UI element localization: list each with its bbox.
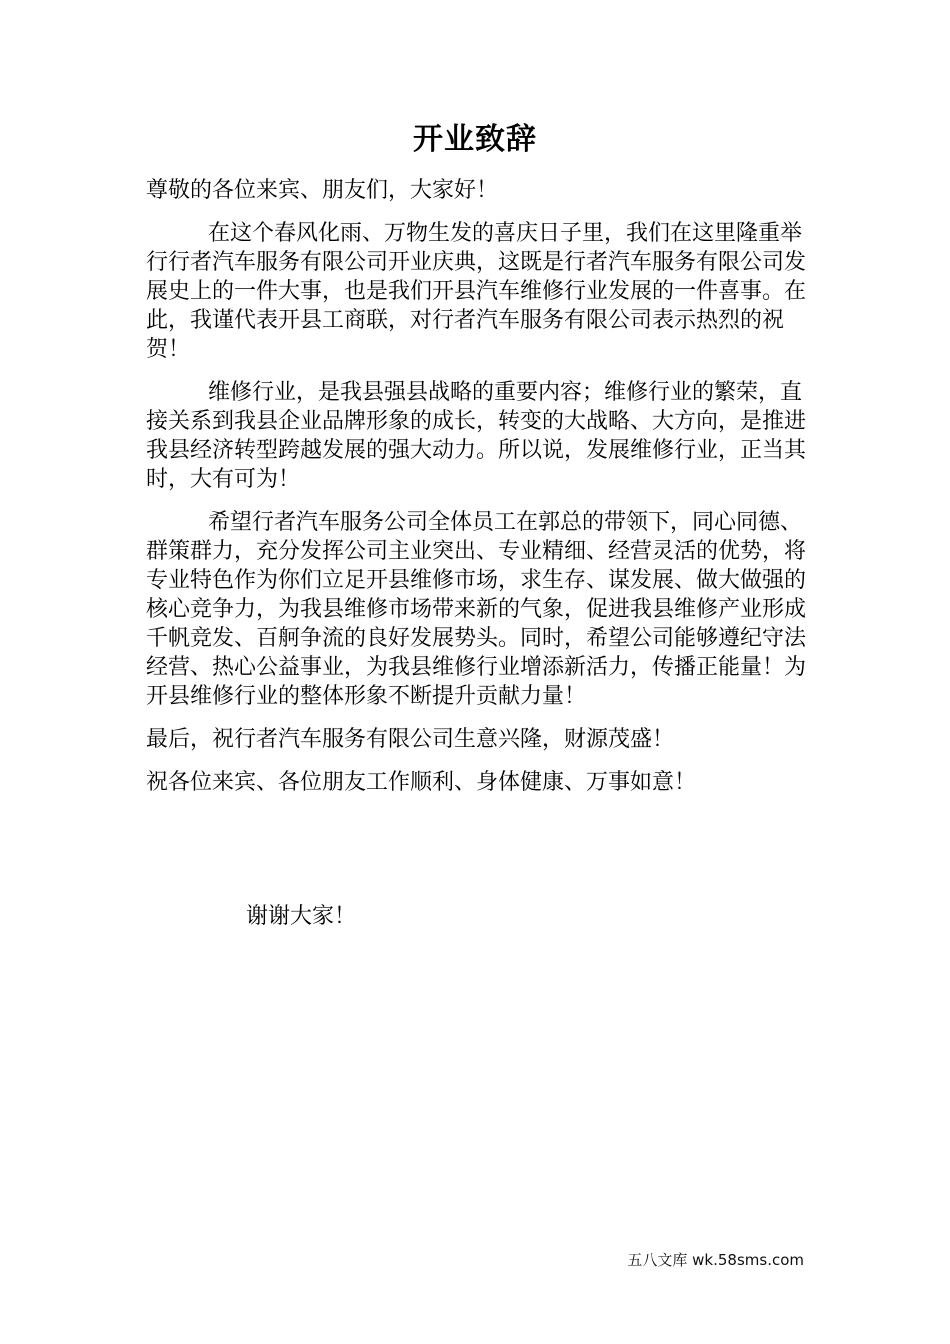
document-title: 开业致辞 [413, 122, 537, 157]
closing-wish-2: 祝各位来宾、各位朋友工作顺利、身体健康、万事如意！ [146, 770, 697, 795]
thanks-text: 谢谢大家！ [246, 904, 357, 929]
paragraph-1: 在这个春风化雨、万物生发的喜庆日子里，我们在这里隆重举行行者汽车服务有限公司开业庆典，这既是行者汽车服务有限公司发展史上的一件大事，也是我们开县汽车维修行业发展的一件喜事。在此，我谨代表开县工商联，对行者汽车服务有限公司表示热烈的祝贺！ [146, 221, 807, 362]
closing-wish-1: 最后，祝行者汽车服务有限公司生意兴隆，财源茂盛！ [146, 727, 675, 752]
footer-watermark: 五八文库 wk.58sms.com [627, 1251, 804, 1269]
document-body [146, 176, 806, 811]
paragraph-2: 维修行业，是我县强县战略的重要内容；维修行业的繁荣，直接关系到我县企业品牌形象的成长，转变的大战略、大方向，是推进我县经济转型跨越发展的强大动力。所以说，发展维修行业，正当其时，大有可为！ [146, 380, 807, 492]
greeting: 尊敬的各位来宾、朋友们，大家好！ [146, 178, 499, 203]
paragraph-3: 希望行者汽车服务公司全体员工在郭总的带领下，同心同德、群策群力，充分发挥公司主业突出、专业精细、经营灵活的优势，将专业特色作为你们立足开县维修市场，求生存、谋发展、做大做强的核心竞争力，为我县维修市场带来新的气象，促进我县维修产业形成千帆竞发、百舸争流的良好发展势头。同时，希望公司能够遵纪守法经营、热心公益事业，为我县维修行业增添新活力，传播正能量！为开县维修行业的整体形象不断提升贡献力量！ [146, 510, 807, 709]
